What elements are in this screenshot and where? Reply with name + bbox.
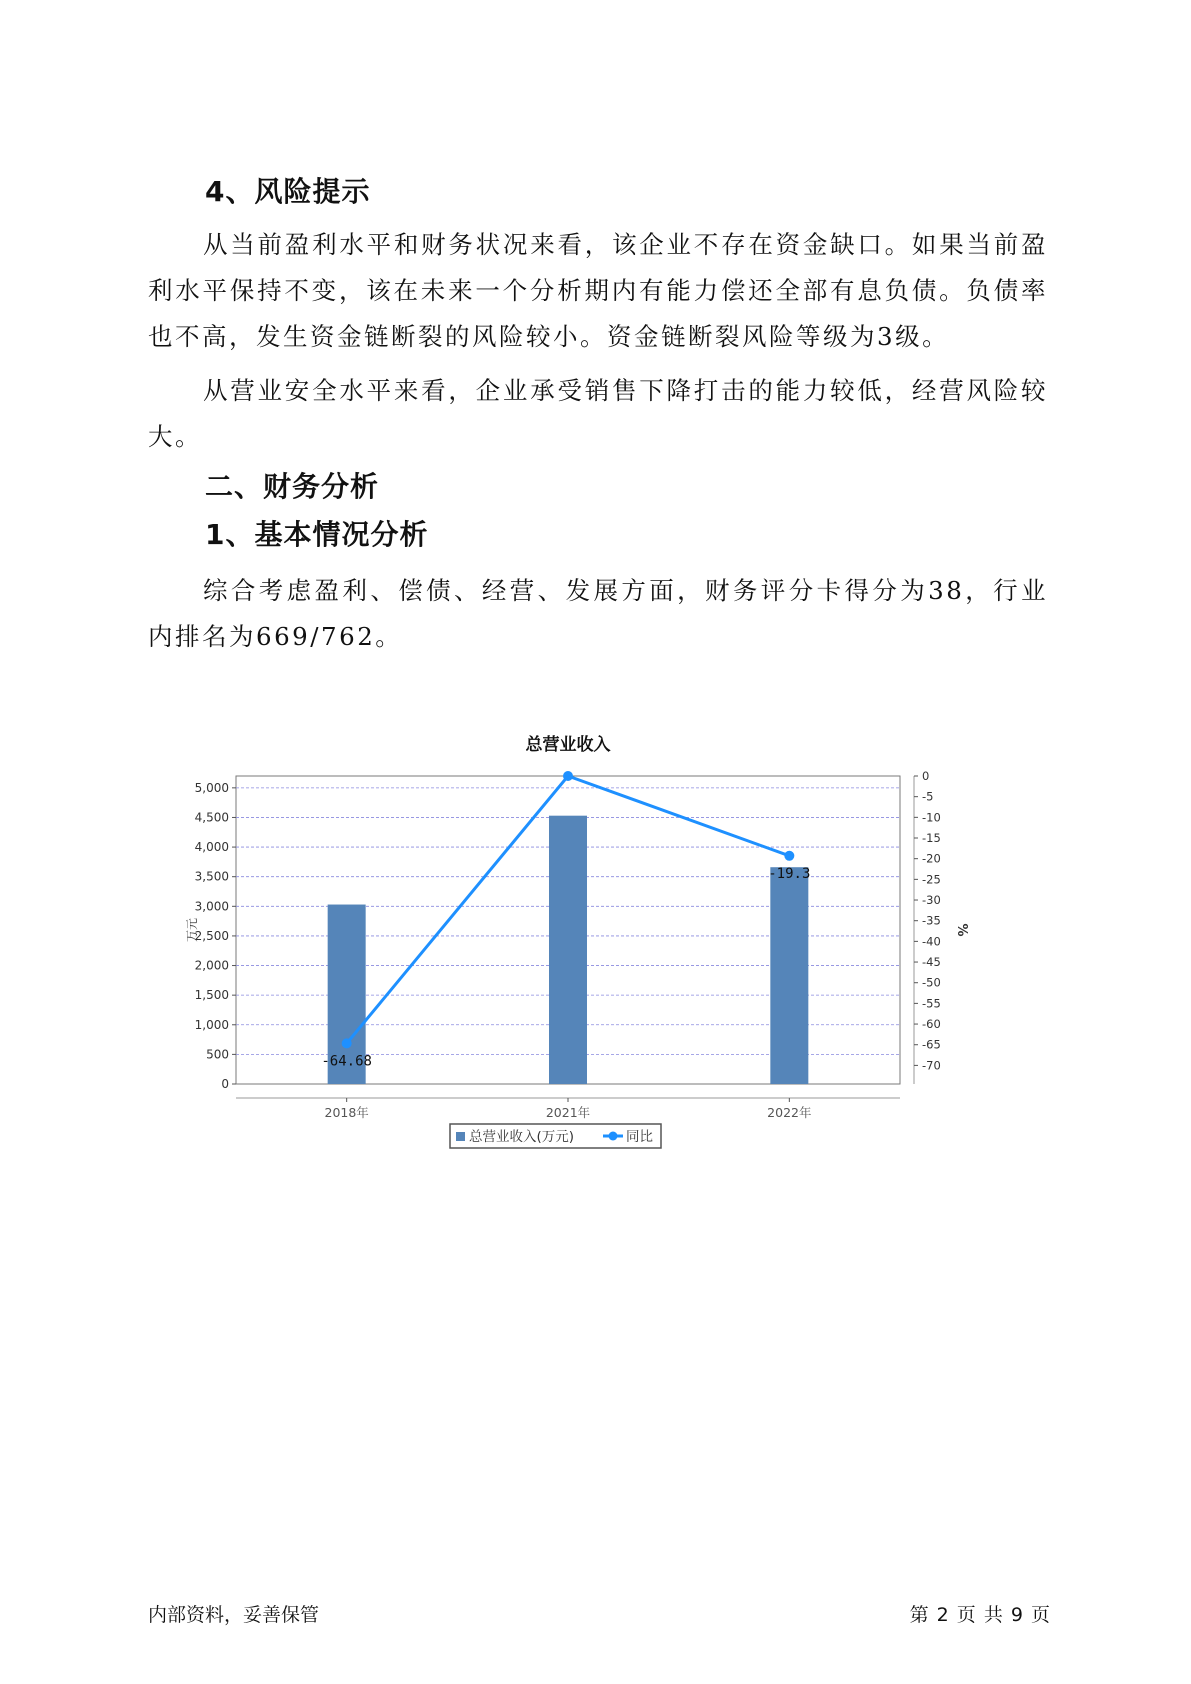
y-axis-right-tick-label: -55 (922, 996, 941, 1011)
y-axis-right-tick-label: -70 (922, 1058, 941, 1073)
basic-analysis-heading: 1、基本情况分析 (205, 518, 429, 551)
y-axis-tick-label: 2,000 (194, 958, 229, 973)
y-axis-right-label: % (954, 923, 969, 937)
footer-confidential: 内部资料，妥善保管 (148, 1604, 320, 1626)
y-axis-right-tick-label: -45 (922, 955, 941, 970)
y-axis-tick-label: 3,500 (194, 869, 229, 884)
y-axis-tick-label: 5,000 (194, 780, 229, 795)
y-axis-right-tick-label: -10 (922, 810, 941, 825)
y-axis-tick-label: 1,500 (194, 988, 229, 1003)
legend-line-label: 同比 (626, 1129, 653, 1145)
y-axis-right-tick-label: 0 (922, 769, 930, 783)
revenue-chart (180, 720, 970, 1180)
y-axis-right-tick-label: -60 (922, 1017, 941, 1032)
y-axis-right-tick-label: -65 (922, 1037, 941, 1052)
risk-paragraph-1: 从当前盈利水平和财务状况来看，该企业不存在资金缺口。如果当前盈利水平保持不变，该在未来一个分析期内有能力偿还全部有息负债。负债率也不高，发生资金链断裂的风险较小。资金链断裂风险等级为3级。 (148, 230, 1048, 351)
x-axis-tick-label: 2021年 (545, 1105, 591, 1120)
y-axis-right-tick-label: -50 (922, 975, 941, 990)
chart-title: 总营业收入 (525, 735, 611, 755)
x-axis-tick-label: 2022年 (767, 1105, 812, 1120)
y-axis-right-tick-label: -40 (922, 934, 941, 949)
yoy-data-label: -64.68 (321, 1053, 372, 1070)
finance-heading: 二、财务分析 (205, 470, 380, 503)
y-axis-tick-label: 2,500 (194, 928, 229, 943)
revenue-bar (549, 816, 587, 1084)
x-axis-tick-label: 2018年 (324, 1105, 369, 1120)
legend-bar-swatch (456, 1132, 465, 1141)
y-axis-tick-label: 4,000 (194, 840, 229, 855)
y-axis-right-tick-label: -35 (922, 913, 941, 928)
yoy-point (342, 1038, 352, 1048)
y-axis-tick-label: 0 (221, 1077, 229, 1091)
y-axis-tick-label: 3,000 (194, 899, 229, 914)
y-axis-tick-label: 500 (206, 1047, 229, 1062)
y-axis-tick-label: 1,000 (194, 1017, 229, 1032)
revenue-chart-svg (180, 720, 970, 1180)
y-axis-right-tick-label: -25 (922, 872, 941, 887)
yoy-point (563, 771, 573, 781)
y-axis-right-tick-label: -5 (922, 789, 934, 804)
footer-page-number: 第 2 页 共 9 页 (909, 1604, 1051, 1626)
risk-paragraph-2: 从营业安全水平来看，企业承受销售下降打击的能力较低，经营风险较大。 (148, 376, 1048, 451)
y-axis-right-tick-label: -15 (922, 831, 941, 846)
y-axis-right-tick-label: -20 (922, 851, 941, 866)
yoy-point (784, 851, 794, 861)
y-axis-right-tick-label: -30 (922, 893, 941, 908)
basic-analysis-paragraph: 综合考虑盈利、偿债、经营、发展方面，财务评分卡得分为38，行业内排名为669/762。 (148, 576, 1048, 651)
legend-line-marker (609, 1132, 618, 1141)
y-axis-tick-label: 4,500 (194, 810, 229, 825)
risk-heading: 4、风险提示 (205, 175, 371, 208)
yoy-data-label: -19.3 (768, 865, 811, 882)
y-axis-label: 万元 (185, 917, 199, 943)
legend-bar-label: 总营业收入(万元) (469, 1129, 575, 1145)
revenue-bar (768, 865, 811, 1084)
